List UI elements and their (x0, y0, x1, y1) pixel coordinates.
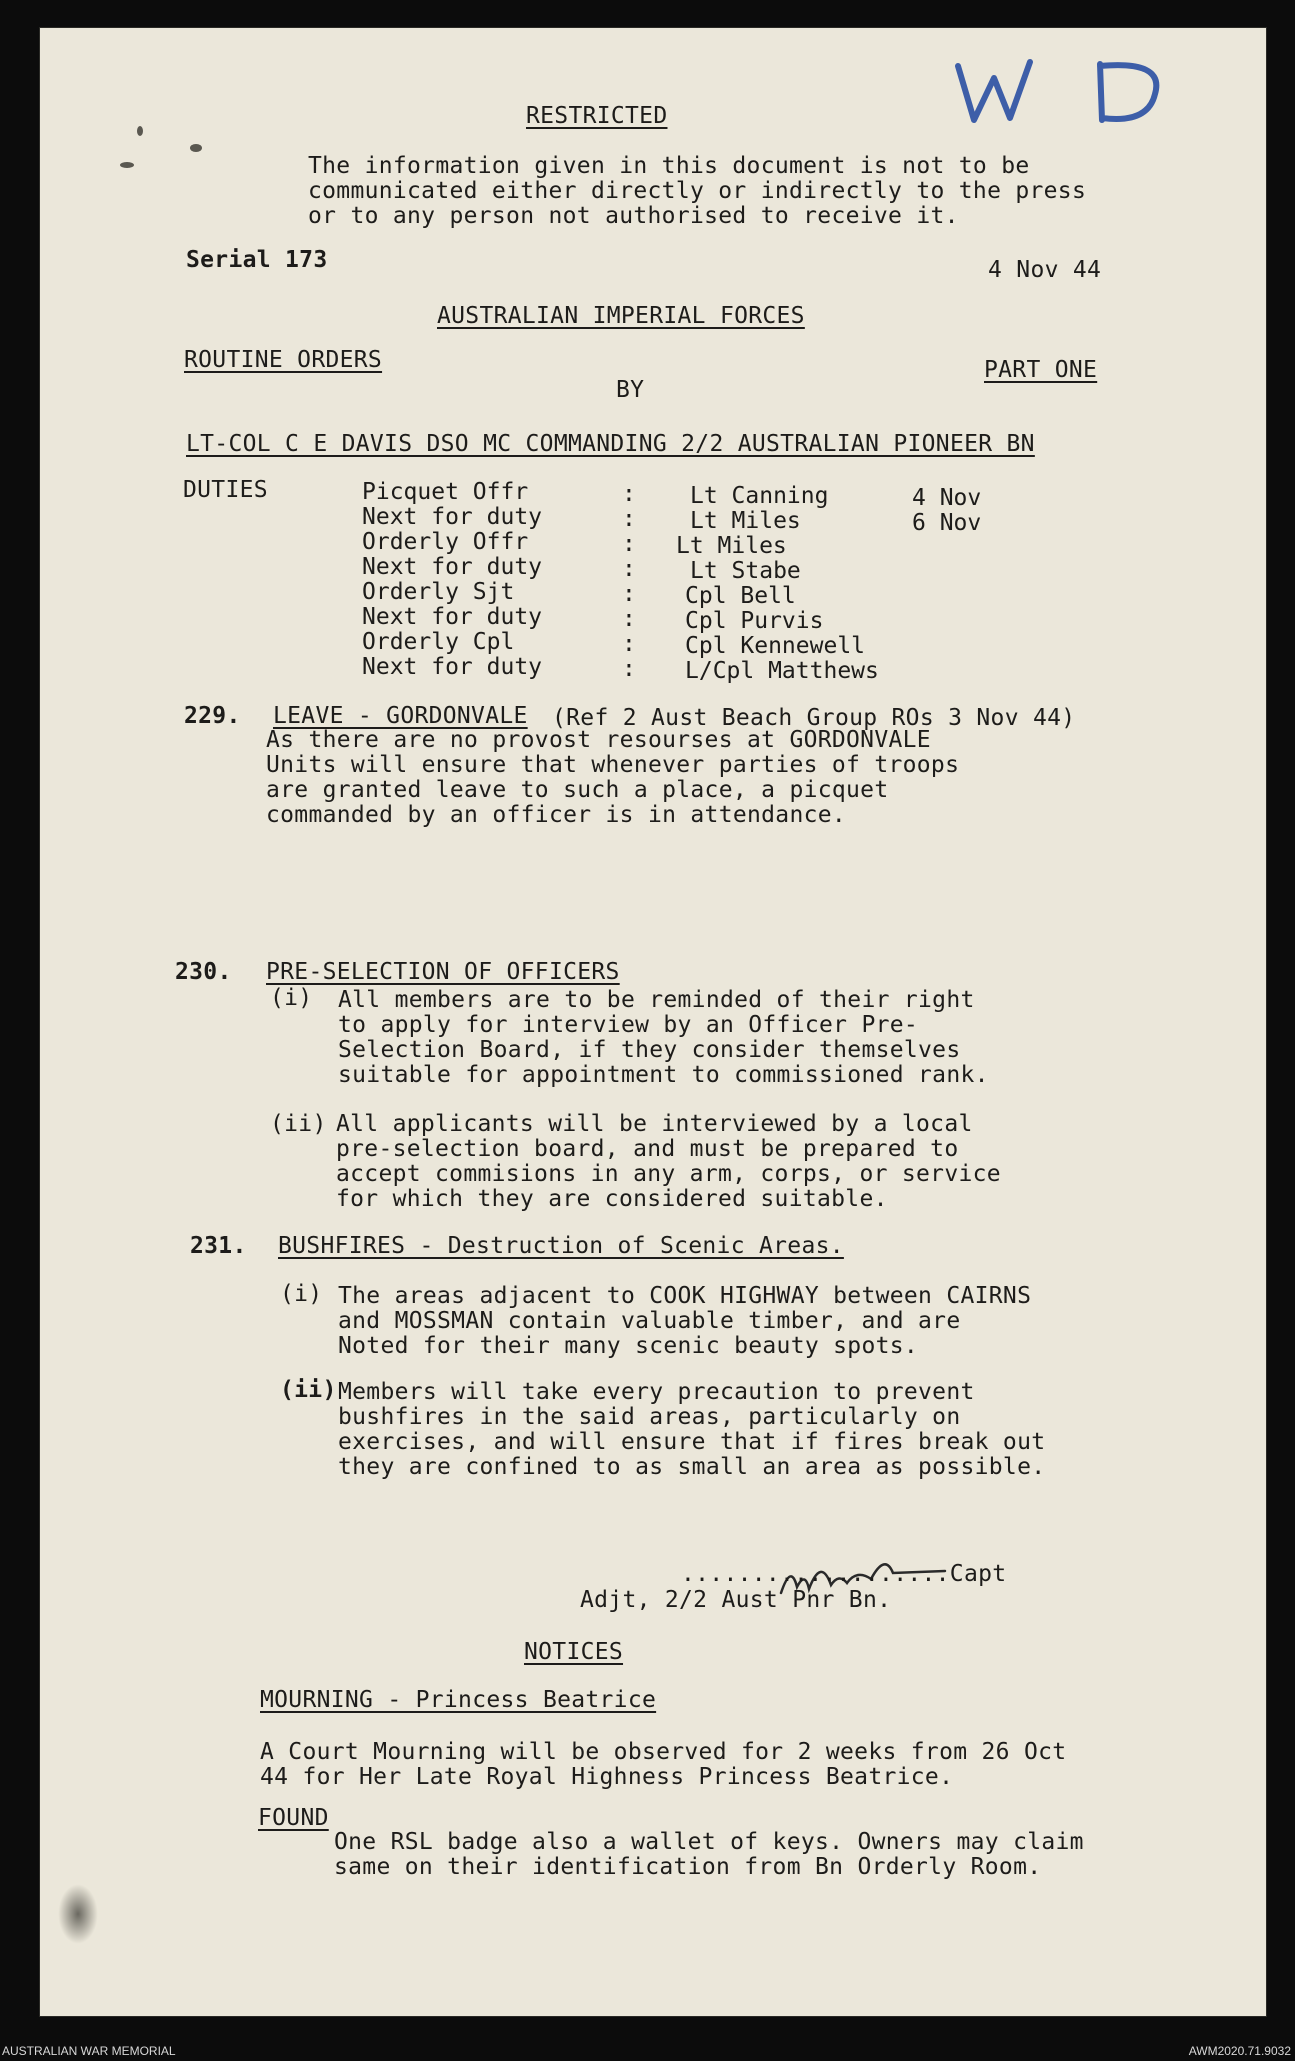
duty-sep: : (622, 606, 636, 632)
order-line: All applicants will be interviewed by a local (336, 1111, 973, 1137)
duty-name: Lt Stabe (690, 558, 801, 584)
duty-sep: : (622, 581, 636, 607)
found-title: FOUND (258, 1805, 329, 1831)
order-line: Noted for their many scenic beauty spots. (338, 1333, 919, 1359)
paragraph-label: (i) (270, 985, 313, 1011)
paper-mark (190, 144, 202, 152)
duty-role: Next for duty (362, 654, 543, 680)
duty-sep: : (622, 481, 636, 507)
order-number: 231. (190, 1233, 247, 1259)
order-reference: (Ref 2 Aust Beach Group ROs 3 Nov 44) (552, 705, 1076, 731)
order-line: exercises, and will ensure that if fires break out (338, 1429, 1046, 1455)
part-heading: PART ONE (984, 357, 1098, 383)
duty-sep: : (622, 531, 636, 557)
duty-name: Lt Miles (676, 533, 787, 559)
order-line: Units will ensure that whenever parties of troops (266, 752, 960, 778)
notice-line: The information given in this document is not to be (308, 153, 1030, 179)
duty-role: Next for duty (362, 554, 543, 580)
duty-name: Cpl Bell (685, 583, 796, 609)
order-line: they are confined to as small an area as possible. (338, 1454, 1046, 1480)
paper-mark (58, 1884, 98, 1944)
order-title: LEAVE - GORDONVALE (273, 703, 528, 729)
duty-role: Picquet Offr (362, 479, 529, 505)
order-line: The areas adjacent to COOK HIGHWAY between CAIRNS (338, 1283, 1032, 1309)
order-line: are granted leave to such a place, a picquet (266, 777, 889, 803)
duty-role: Next for duty (362, 504, 543, 530)
order-line: As there are no provost resourses at GORDONVALE (266, 727, 931, 753)
routine-orders-heading: ROUTINE ORDERS (184, 347, 383, 373)
order-line: Selection Board, if they consider themselves (338, 1037, 961, 1063)
paragraph-label: (ii) (270, 1111, 327, 1137)
duty-role: Orderly Sjt (362, 579, 515, 605)
duty-date: 6 Nov (912, 510, 982, 536)
signature-title: Adjt, 2/2 Aust Pnr Bn. (580, 1587, 892, 1613)
order-number: 229. (184, 703, 241, 729)
duty-date: 4 Nov (912, 485, 982, 511)
paragraph-label: (i) (280, 1281, 323, 1307)
mourning-title: MOURNING - Princess Beatrice (260, 1687, 657, 1713)
duty-sep: : (622, 656, 636, 682)
document-date: 4 Nov 44 (988, 257, 1102, 283)
document-page (40, 28, 1266, 2016)
order-line: Members will take every precaution to prevent (338, 1379, 975, 1405)
duty-role: Orderly Cpl (362, 629, 515, 655)
paper-mark (120, 162, 134, 168)
notice-line: A Court Mourning will be observed for 2 weeks from 26 Oct (260, 1739, 1067, 1765)
force-heading: AUSTRALIAN IMPERIAL FORCES (437, 303, 805, 329)
duty-name: Lt Canning (690, 483, 829, 509)
order-line: suitable for appointment to commissioned rank. (338, 1062, 989, 1088)
paragraph-label: (ii) (280, 1377, 337, 1403)
duty-name: Cpl Kennewell (685, 633, 866, 659)
duty-role: Next for duty (362, 604, 543, 630)
duty-sep: : (622, 631, 636, 657)
order-title: PRE-SELECTION OF OFFICERS (266, 959, 620, 985)
order-line: to apply for interview by an Officer Pre- (338, 1012, 919, 1038)
paper-mark (137, 126, 143, 136)
duty-name: Lt Miles (690, 508, 801, 534)
order-line: and MOSSMAN contain valuable timber, and are (338, 1308, 961, 1334)
duty-name: Cpl Purvis (685, 608, 824, 634)
duty-sep: : (622, 556, 636, 582)
notices-heading: NOTICES (524, 1639, 624, 1665)
serial-number: Serial 173 (186, 247, 328, 273)
commander-line: LT-COL C E DAVIS DSO MC COMMANDING 2/2 AUSTRALIAN PIONEER BN (186, 431, 1035, 457)
notice-line: or to any person not authorised to receive it. (308, 203, 959, 229)
by-line: BY (616, 377, 645, 403)
order-title: BUSHFIRES - Destruction of Scenic Areas. (278, 1233, 844, 1259)
order-line: All members are to be reminded of their right (338, 987, 975, 1013)
notice-line: One RSL badge also a wallet of keys. Owners may claim (334, 1829, 1084, 1855)
signature-line: ...................Capt (681, 1561, 1007, 1587)
order-line: for which they are considered suitable. (336, 1186, 888, 1212)
order-line: bushfires in the said areas, particularly on (338, 1404, 961, 1430)
notice-line: same on their identification from Bn Orderly Room. (334, 1854, 1042, 1880)
order-line: pre-selection board, and must be prepared to (336, 1136, 959, 1162)
duty-role: Orderly Offr (362, 529, 529, 555)
duties-label: DUTIES (183, 477, 268, 503)
duty-name: L/Cpl Matthews (685, 658, 879, 684)
footer-credit: AUSTRALIAN WAR MEMORIAL (2, 2044, 176, 2058)
classification-heading: RESTRICTED (526, 103, 668, 129)
order-number: 230. (175, 959, 232, 985)
order-line: commanded by an officer is in attendance. (266, 802, 847, 828)
notice-line: 44 for Her Late Royal Highness Princess Beatrice. (260, 1764, 954, 1790)
duty-sep: : (622, 506, 636, 532)
handwritten-wd-annotation (950, 46, 1190, 136)
footer-reference: AWM2020.71.9032 (1188, 2044, 1291, 2058)
notice-line: communicated either directly or indirectly to the press (308, 178, 1087, 204)
order-line: accept commisions in any arm, corps, or service (336, 1161, 1001, 1187)
